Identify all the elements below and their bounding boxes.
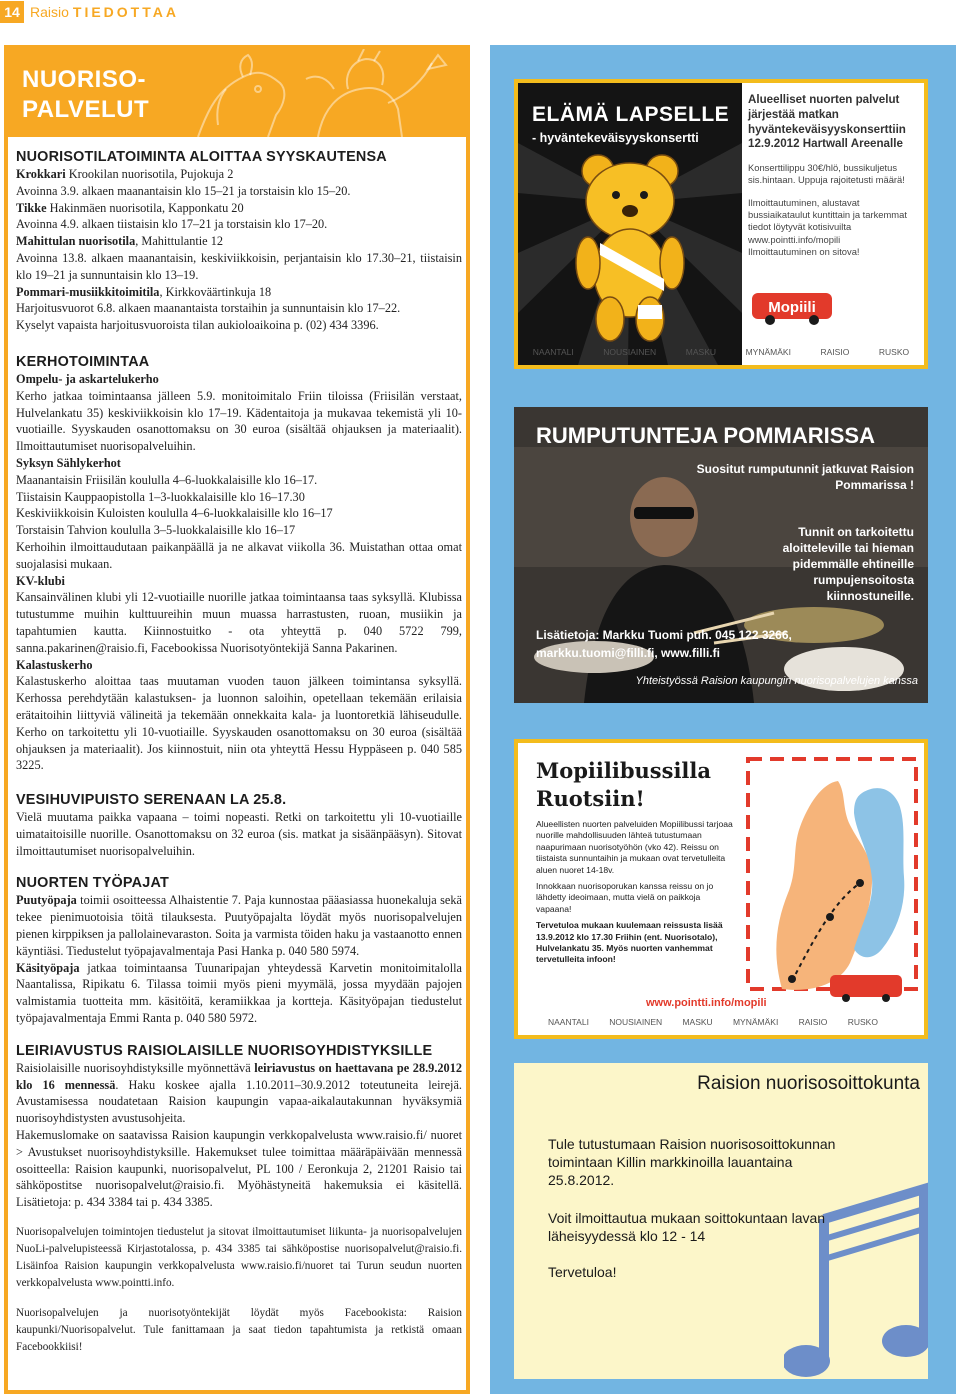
concert-detail-binding: Ilmoittautuminen on sitova! (748, 245, 860, 257)
krokkari-addr-text: Krookilan nuorisotila, Pujokuja 2 (65, 167, 234, 181)
banner-title-line2: PALVELUT (22, 96, 150, 123)
drum-lessons-contact-phone: Lisätietoja: Markku Tuomi puh. 045 122 3266, (536, 628, 792, 642)
youth-band-p1: Tule tutustumaan Raision nuorisosoittokunnan toimintaan Killin markkinoilla lauantaina 25.8.2012. (548, 1136, 836, 1188)
town-name: RAISIO (798, 1017, 828, 1027)
section-banner (8, 49, 466, 137)
youth-band-p2: Voit ilmoittautua mukaan soittokuntaan lavan läheisyydessä klo 12 - 14 (548, 1210, 826, 1244)
mopiili-logo-text: Mopiili (768, 299, 816, 316)
kv-club-title-text: KV-klubi (16, 573, 65, 588)
town-name: RUSKO (847, 1017, 878, 1027)
youth-band-p3: Tervetuloa! (548, 1264, 617, 1280)
floorball-line: Kerhoihin ilmoittaudutaan paikanpäällä ja ne alkavat viikolla 36. Muistathan ottaa omat suojalasisi mukaan. (16, 539, 462, 571)
town-name: NOUSIAINEN (609, 1017, 663, 1027)
concert-ad-image (518, 83, 742, 365)
kv-club-title (16, 573, 462, 590)
sweden-trip-p3: Tervetuloa mukaan kuulemaan reissusta lisää 13.9.2012 klo 17.30 Friihin (ent. Nuorisotalo), Hulvelankatu 35. Myös nuorten vanhemmat tervetulleita infoon! (536, 920, 723, 965)
kv-club-text: Kansainvälinen klubi yli 12-vuotiaille nuorille jatkaa toimintaansa taas syksyllä. Klubissa tutustumme muihin kulttuureihin muun muassa harrastusten, ruoan, musiikin ja tapahtumien kautta. Kiinnostuitko - ota yhteyttä p. 040 5722 799, sanna.pakarinen@raisio.fi, Facebookissa Nuorisotyöntekijä Sanna Pakarinen. (16, 590, 462, 655)
concert-detail-main: Alueelliset nuorten palvelut järjestää matkan hyväntekeväisyyskonserttiin 12.9.2012 Hartwall Areenalle (748, 93, 906, 151)
floorball-title (16, 455, 462, 472)
concert-subtitle: - hyväntekeväisyyskonsertti (532, 131, 699, 145)
mopiili-bus-icon (828, 971, 908, 1003)
sweden-trip-ad (514, 739, 928, 1039)
page-header (0, 0, 960, 24)
floorball-line: Tiistaisin Kauppaopistolla 1–3-luokkalaisille klo 16–17.30 (16, 489, 305, 504)
sweden-trip-title (536, 757, 711, 813)
tikke-name: Tikke (16, 200, 47, 215)
waterpark-text: Vielä muutama paikka vapaana – toimi nopeasti. Retki on tarkoitettu yli 10-vuotiaille uimataitoisille nuorille. Osanottomaksu on 32 euroa (sis. matkat ja sisäänpääsyn). Sitovat ilmoittautumiset nuorisopalveluihin. (16, 810, 462, 858)
craftshop-body: jatkaa toimintaansa Tuunaripajan yhteydessä Karvetin monitoimitalolla Naantalissa, Ripikatu 6. Tilassa toimii myös pieni myymälä, jossa myydään pajojen valmistamia tuotteita mm. käsitöitä, keramiikkaa ja kortteja. Käsityöpajan tiedustelut työpajavalmentaja Emmi Ranta p. 040 580 5972. (16, 960, 462, 1026)
publication-name: Raisio (30, 4, 69, 20)
concert-title: ELÄMÄ LAPSELLE (532, 103, 730, 126)
footer-facebook: Nuorisopalvelujen ja nuorisotyöntekijät löydät myös Facebookista: Raision kaupunki/Nuorisopalvelut. Tule fanittamaan ja saat tiedon tapahtumista ja retkistä omaan Facebookkiisi! (16, 1307, 462, 1354)
floorball-title-text: Syksyn Sählykerhot (16, 455, 121, 470)
sweden-trip-town-list (548, 1017, 878, 1027)
town-name: NAANTALI (548, 1017, 589, 1027)
drum-lessons-intro: Suositut rumputunnit jatkuvat Raision Pommarissa ! (696, 462, 914, 492)
camp-grant-application: Hakemuslomake on saatavissa Raision kaupungin verkkopalvelusta www.raisio.fi/ nuoret > Avustukset nuorisoyhdistyksille. Hakemukset tulee toimittaa määräpäivään mennessä osoitteella: Raision kaupunki, nuorisopalvelut, PL 100 / Eeronkuja 2, 21201 Raisio tai sähköpostitse nuorisopalvelut@raisio.fi. Myöhästyneitä hakemuksia ei käsitellä. Lisätietoja: p. 434 3384 tai p. 434 3385. (16, 1128, 462, 1210)
youth-band-ad (514, 1063, 928, 1379)
pommari-address (16, 284, 462, 301)
heading-camp-grant: LEIRIAVUSTUS RAISIOLAISILLE NUORISOYHDISTYKSILLE (16, 1042, 433, 1059)
section-name: TIEDOTTAA (72, 4, 179, 20)
drum-lessons-ad (514, 407, 928, 703)
krokkari-name: Krokkari (16, 167, 66, 181)
pommari-name: Pommari-musiikkitoimitila (16, 284, 160, 299)
town-name: RUSKO (878, 347, 910, 357)
sweden-trip-title-line1: Mopiilibussilla (536, 758, 711, 783)
tikke-hours: Avoinna 4.9. alkaen tiistaisin klo 17–21 ja torstaisin klo 17–20. (16, 217, 328, 232)
town-name: MYNÄMÄKI (745, 347, 791, 357)
woodshop-text (16, 892, 462, 959)
mahittula-hours: Avoinna 13.8. alkaen maanantaisin, keskiviikkoisin, perjantaisin klo 17.30–21, tiistaisin klo 19–21 ja sunnuntaisin klo 13–19. (16, 250, 462, 282)
krokkari-address (16, 166, 462, 183)
finland-sweden-map (742, 753, 922, 1003)
sweden-trip-url: www.pointti.info/mopili (646, 997, 767, 1009)
camp-grant-text (16, 1060, 462, 1127)
pommari-info: Kyselyt vapaista harjoitusvuoroista tilan aukioloaikoina p. (02) 434 3396. (16, 318, 379, 333)
camp-grant-text1: Raisiolaisille nuorisoyhdistyksille myönnettävä (16, 1060, 255, 1075)
town-name: NAANTALI (532, 347, 574, 357)
mahittula-address (16, 233, 462, 250)
youth-band-title: Raision nuorisosoittokunta (697, 1073, 920, 1094)
heading-waterpark: VESIHUVIPUISTO SERENAAN LA 25.8. (16, 792, 287, 809)
fishing-club-title-text: Kalastuskerho (16, 657, 93, 672)
camp-grant-text2: . Haku koskee ajalla 1.10.2011–30.9.2012 toteutuneita leirejä. Avustamisessa noudatetaan Raision kaupungin vapaa-aikalautakunnan hyväksymiä nuorisoyhdistysten avustusohjeita. (16, 1077, 462, 1126)
sweden-trip-title-line2: Ruotsiin! (536, 786, 645, 811)
concert-town-list (518, 347, 924, 357)
concert-detail-registration: Ilmoittautuminen, alustavat bussiaikataulut kuntittain ja tarkemmat tiedot löytyvät kotisivuilta www.pointti.info/mopili (748, 196, 907, 245)
town-name: MASKU (682, 1017, 713, 1027)
camp-grant-deadline: leiriavustus on haettavana pe 28.9.2012 klo 16 mennessä (16, 1060, 462, 1092)
sewing-club-title (16, 371, 462, 388)
footer-info: Nuorisopalvelujen toimintojen tiedustelut ja sitovat ilmoittautumiset liikunta- ja nuorisopalvelujen NuoLi-palvelupisteessä Kirjastotalossa, p. 434 3385 tai sähköpostise nuorisopalvelut@raisio.fi. Lisäinfoa Raision kaupungin verkkopalvelusta www.raisio.fi/nuoret tai Turun seudun nuorten verkkopalvelusta www.pointti.info. (16, 1226, 462, 1290)
horse-rider-illustration (188, 49, 466, 137)
drum-lessons-contact (536, 626, 792, 662)
sweden-trip-p2: Innokkaan nuorisoporukan kanssa reissu on jo lähdetty ideoimaan, mutta vielä on paikkoja vapaana! (536, 881, 714, 914)
concert-ad (514, 79, 928, 369)
craftshop-text (16, 960, 462, 1027)
concert-detail-price: Konserttilippu 30€/hlö, bussikuljetus sis.hintaan. Uppuja rajoitetusti määrä! (748, 162, 905, 186)
ads-column (490, 45, 956, 1394)
drum-lessons-audience: Tunnit on tarkoitettu aloitteleville tai hieman pidemmälle ehtineille rumpujensoitosta kiinnostuneille. (782, 525, 914, 603)
sweden-trip-description (536, 819, 736, 971)
article-body (16, 149, 462, 1356)
sweden-trip-p1: Alueellisten nuorten palveluiden Mopiilibussi tarjoaa nuorille mahdollisuuden lähteä tutustumaan naapurimaan nuorisotyöhön (vko 42). Reissu on tiistaista sunnuntaihin ja mukaan ovat tervetulleita aluen nuoret 14-18v. (536, 819, 733, 875)
drum-lessons-contact-web: markku.tuomi@filli.fi, www.filli.fi (536, 646, 720, 660)
page-number: 14 (0, 1, 24, 23)
floorball-line: Keskiviikkoisin Kuloisten koululla 4–6-luokkalaisille klo 16–17 (16, 506, 333, 521)
woodshop-title: Puutyöpaja (16, 893, 77, 908)
drum-lessons-title: RUMPUTUNTEJA POMMARISSA (536, 423, 875, 448)
pommari-hours: Harjoitusvuorot 6.8. alkaen maanantaista torstaihin ja sunnuntaisin klo 17–22. (16, 301, 401, 316)
mahittula-addr-text: , Mahittulantie 12 (135, 234, 224, 249)
heading-clubs: KERHOTOIMINTAA (16, 353, 150, 370)
sewing-club-title-text: Ompelu- ja askartelukerho (16, 371, 159, 386)
fishing-club-title (16, 657, 462, 674)
krokkari-hours: Avoinna 3.9. alkaen maanantaisin klo 15–21 ja torstaisin klo 15–20. (16, 183, 351, 198)
floorball-line: Torstaisin Tahvion koululla 3–5-luokkalaisille klo 16–17 (16, 523, 296, 538)
banner-title (22, 65, 149, 125)
craftshop-title: Käsityöpaja (16, 960, 80, 975)
pommari-addr-text: , Kirkkoväärtinkuja 18 (159, 284, 272, 299)
heading-workshops: NUORTEN TYÖPAJAT (16, 875, 169, 892)
town-name: MYNÄMÄKI (732, 1017, 779, 1027)
town-name: MASKU (685, 347, 717, 357)
tikke-address (16, 200, 462, 217)
banner-title-line1: NUORISO- (22, 66, 146, 93)
youth-services-column (4, 45, 470, 1394)
concert-ad-inner (518, 83, 924, 365)
fishing-club-text: Kalastuskerho aloittaa taas muutaman vuoden tauon jälkeen toimintansa syksyllä. Kerhossa perehdytään kalastuksen- ja luonnon saloihin, opetellaan tekemään erilaisia erätaitoihin liittyviä välineitä ja tekemään onnekkaita kala- ja luontoretkiä lähiseudulle. Kerho on tarkoitettu yli 10-vuotiaille. Syyskauden osanottomaksu on 30 euroa (sisältää ohjauksen ja materiaalit). Jos kiinnostuit, niin ota yhteyttä Hessu Hyppäseen p. 040 585 3225. (16, 674, 462, 773)
drum-lessons-partner: Yhteistyössä Raision kaupungin nuorisopalvelujen kanssa (635, 675, 918, 687)
concert-details (748, 93, 920, 258)
tikke-addr-text: Hakinmäen nuorisotila, Kapponkatu 20 (46, 200, 244, 215)
sewing-club-text: Kerho jatkaa toimintaansa jälleen 5.9. monitoimitalo Friin tiloissa (Friisilän verstaat, Hulvelankatu 35) keskiviikkoisin klo 17–19. Kädentaitoja ja mukavaa tekemistä yli 10-vuotiaille. Syyskauden osanottomaksu on 30 euroa (sisältää ohjauksen ja materiaalit). Ilmoittautumiset nuorisopalveluihin. (16, 388, 462, 454)
mahittula-name: Mahittulan nuorisotila (16, 234, 136, 249)
town-name: RAISIO (820, 347, 850, 357)
heading-youth-clubs: NUORISOTILATOIMINTA ALOITTAA SYYSKAUTENSA (16, 149, 387, 165)
floorball-line: Maanantaisin Friisilän koululla 4–6-luokkalaisille klo 16–17. (16, 472, 318, 487)
town-name: NOUSIAINEN (603, 347, 657, 357)
mopiili-bus-logo (750, 289, 840, 325)
woodshop-body: toimii osoitteessa Alhaistentie 7. Paja kunnostaa pääasiassa huonekaluja sekä tekee pienimuotoisia töitä tilauksesta. Puutyöpajalta löydät myös nuorisopalvelujen pienen kirppiksen ja pallolainevaraston. Soita ja varmista töiden haku ja vastaanotto ennen käyntiäsi. Tiedustelut työpajavalmentaja Pasi Hanka p. 040 580 5974. (16, 893, 462, 958)
